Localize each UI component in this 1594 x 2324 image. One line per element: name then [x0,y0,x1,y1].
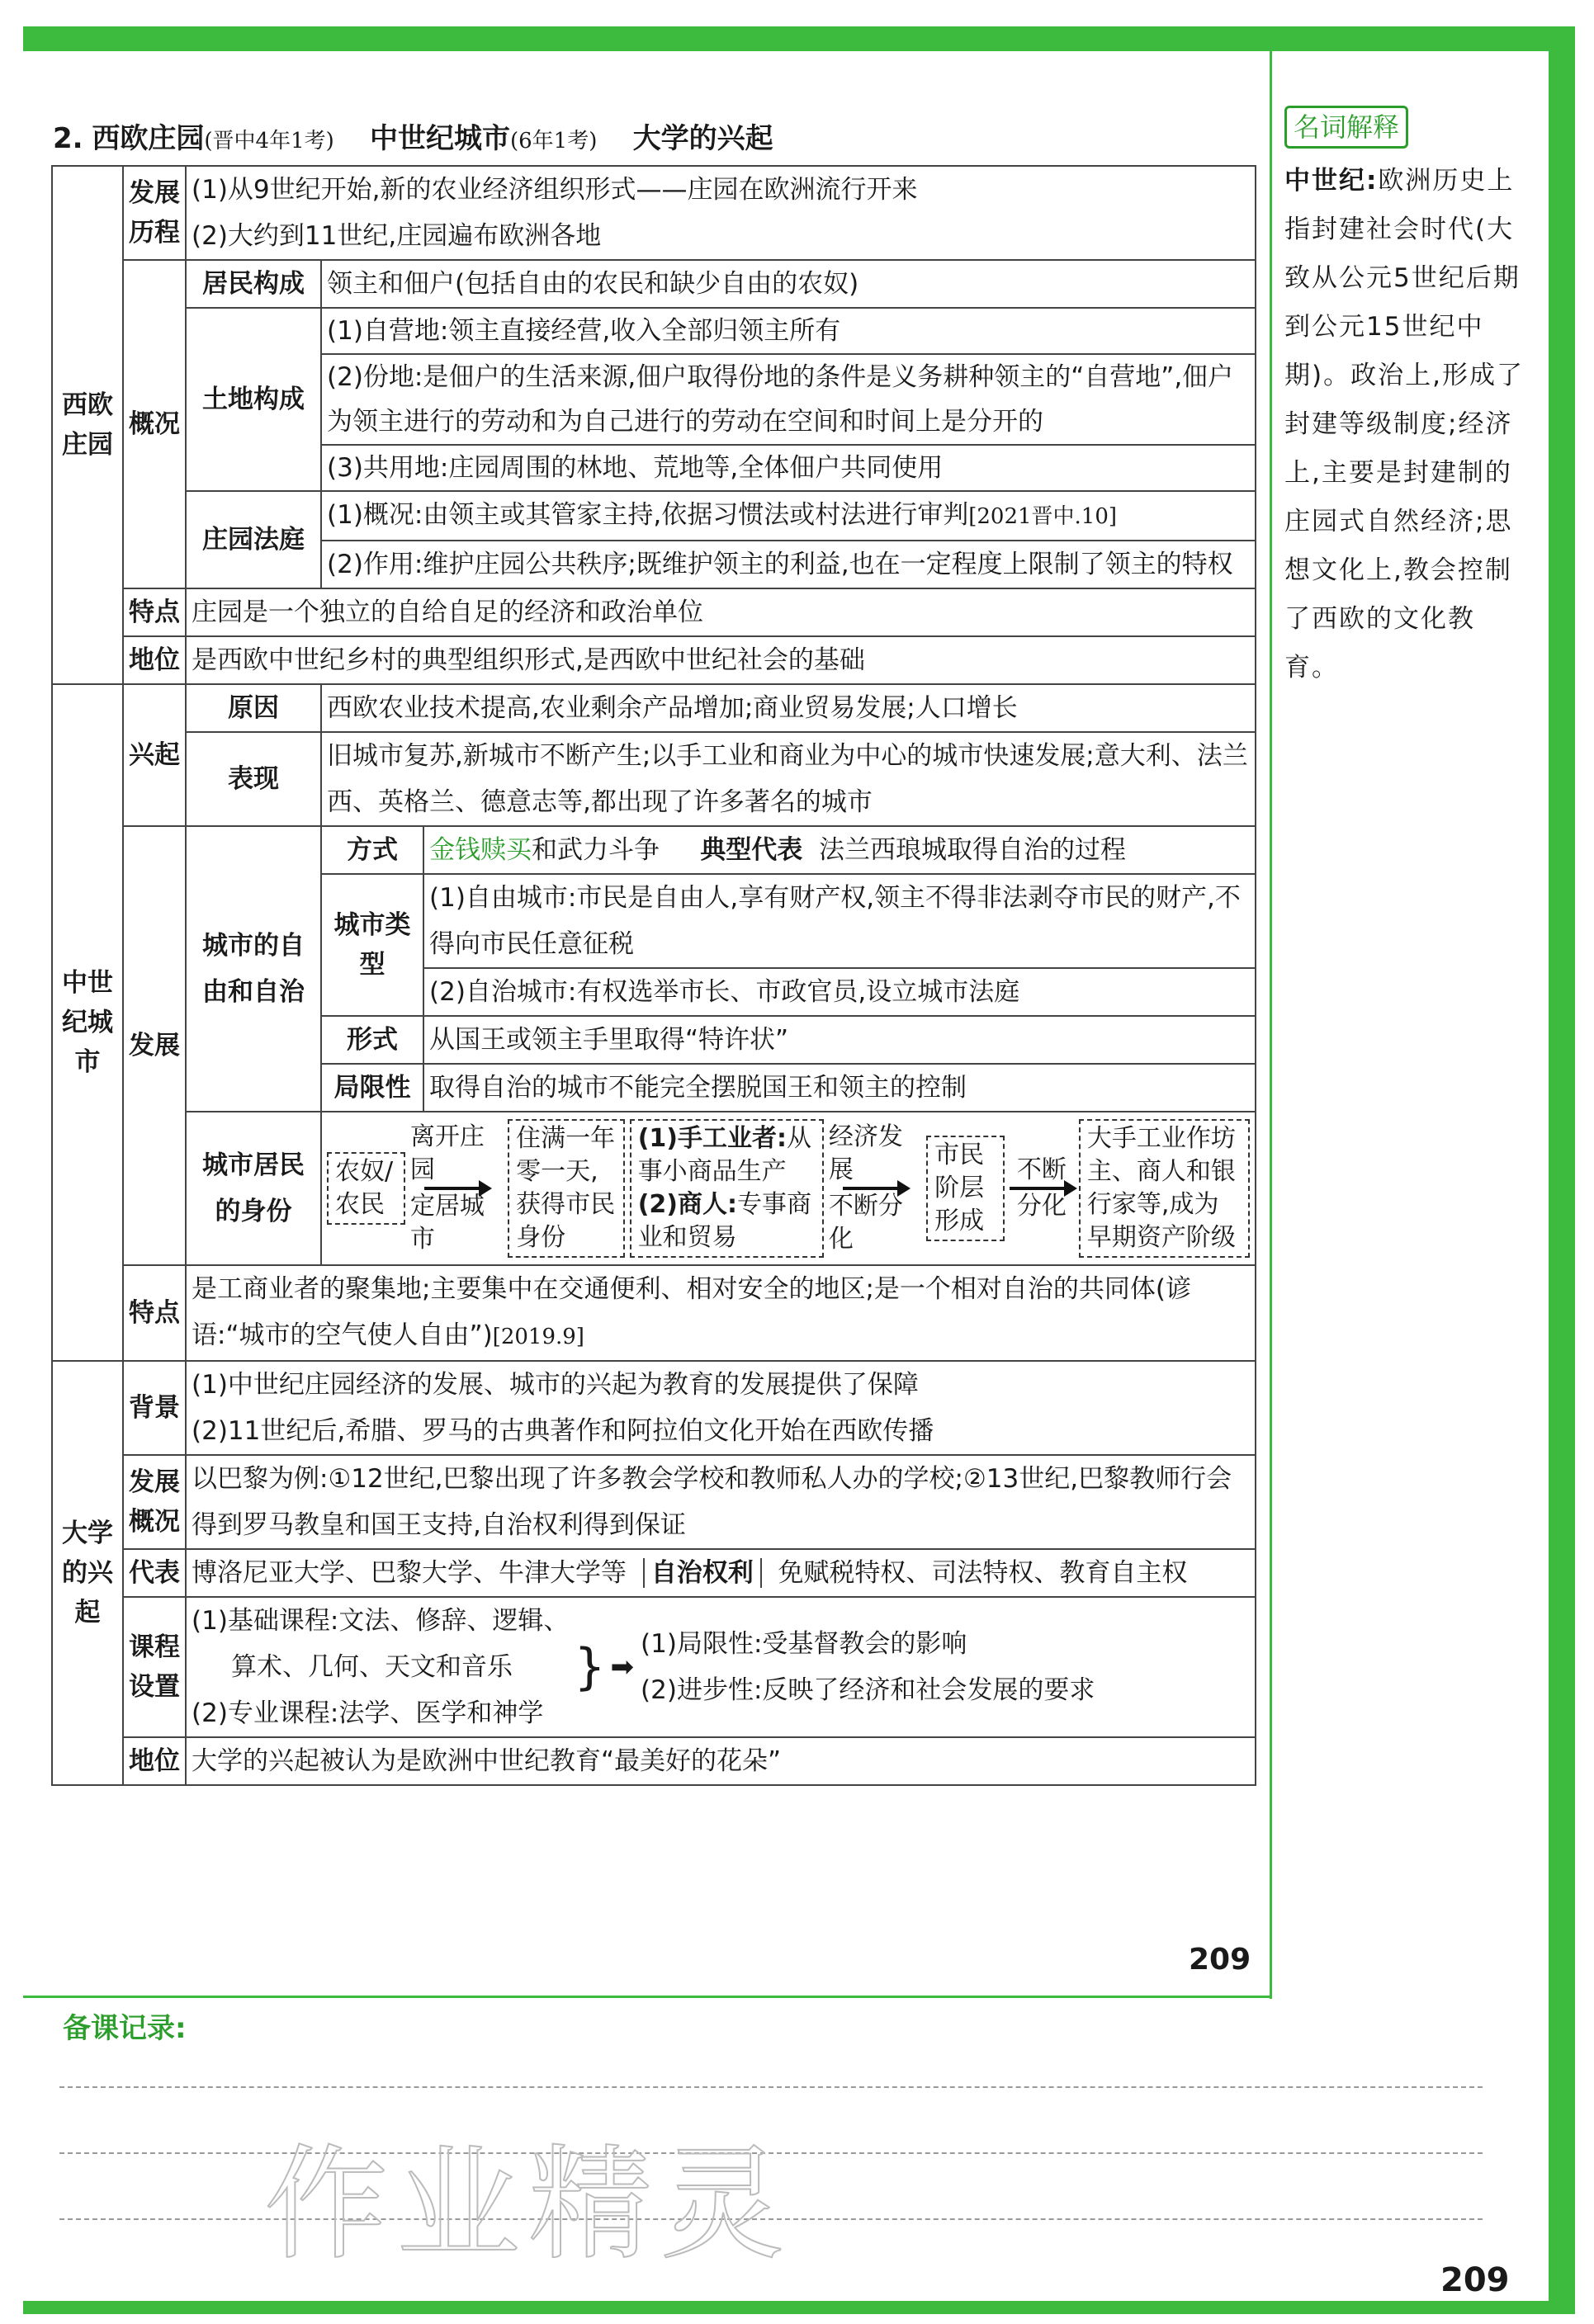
page-number: 209 [1440,2261,1510,2299]
glossary-title: 名词解释 [1284,106,1408,149]
main-table: 西欧庄园 发展历程 (1)从9世纪开始,新的农业经济组织形式——庄园在欧洲流行开来 (2)大约到11世纪,庄园遍布欧洲各地 概况 居民构成 领主和佃户(包括自由的农民和缺少自由的农奴) 土地构成 (1)自营地:领主直接经营,收入全部归领主所有 (2)份地:是佃户的生活来源,佃户取得份地的条件是义务耕种领主的“自营地”,佃户为领主进行的劳动和为自己进行的劳动在空间和时间上是分开的 (3)共用地:庄园周围的林地、荒地等,全体佃户共同使用 庄园法庭 (1)概况:由领主或其管家主持,依据习惯法或村法进行审判[2021晋中.10] (2)作用:维护庄园公共秩序;既维护领主的利益,也在一定程度上限制了领主的特权 特点 庄园是一个独立的自给自足的经济和政治单位 地位 是西欧中世纪乡村的典型组织形式,是西欧中世纪社会的基础 中世纪城市 兴起 原因 西欧农业技术提高,农业剩余产品增加;商业贸易发展;人口增长 表现 旧城市复苏,新城市不断产生;以手工业和商业为中心的城市快速发展;意大利、法兰西、英格兰、德意志等,都出现了许多著名的城市 发展 城市的自由和自治 方式 金钱赎买和武力斗争 典型代表 法兰西琅城取得自治的过程 城市类型 (1)自由城市:市民是自由人,享有财产权,领主不得非法剥夺市民的财产,不得向市民任意征税 (2)自治城市:有权选举市长、市政官员,设立城市法庭 形式 从国王或领主手里取得“特许状” 局限性 取得自治的城市不能完全摆脱国王和领主的控制 城市居民的身份 农奴/农民 离开庄园 定居城市 住满一年零一天,获得市民身份 (1)手工业者:从事小商品生产(2)商人:专事商业和贸易 经济发展 不断分化 市民阶层形成 不断 分化 大手工业作坊主、商人和银行家等,成为早期资产阶级 特点 是工商业者的聚集地;主要集中在交通便利、相对安全的地区;是一个相对自治的共同体(谚语:“城市的空气使人自由”)[2019.9] 大学的兴起 背景 (1)中世纪庄园经济的发展、城市的兴起为教育的发展提供了保障 (2)11世纪后,希腊、罗马的古典著作和阿拉伯文化开始在西欧传播 发展概况 以巴黎为例:①12世纪,巴黎出现了许多教会学校和教师私人办的学校;②13世纪,巴黎教师行会得到罗马教皇和国王支持,自治权利得到保证 代表 博洛尼亚大学、巴黎大学、牛津大学等 自治权利 免赋税特权、司法特权、教育自主权 课程设置 (1)基础课程:文法、修辞、逻辑、 算术、几何、天文和音乐 (2)专业课程:法学、医学和神学 } ➡ (1)局限性:受基督教会的影响 (2)进步性:反映了经济和社会发展的要求 地位 大学的兴起被认为是欧洲中世纪教育“最美好的花朵” [51,165,1256,1786]
watermark: 作业精灵 [264,2133,793,2277]
manor-label: 西欧庄园 [52,166,123,684]
identity-flow: 农奴/农民 离开庄园 定居城市 住满一年零一天,获得市民身份 (1)手工业者:从事小商品生产(2)商人:专事商业和贸易 经济发展 不断分化 市民阶层形成 不断 分化 大手工业作坊主、商人和银行家等,成为早期资产阶级 [327,1112,1250,1264]
glossary-text: 中世纪:欧洲历史上指封建社会时代(大致从公元5世纪后期到公元15世纪中期)。政治上,形成了封建等级制度;经济上,主要是封建制的庄园式自然经济;思想文化上,教会控制了西欧的文化教育。 [1284,166,1524,683]
page-number-inner: 209 [1189,1943,1251,1977]
section-heading: 2. 西欧庄园(晋中4年1考) 中世纪城市(6年1考) 大学的兴起 [53,122,773,155]
top-green-bar [23,26,1575,51]
notes-divider [23,1996,1271,1998]
bottom-green-bar [23,2301,1575,2314]
right-green-bar [1549,26,1575,2312]
note-line-1[interactable] [59,2086,1483,2088]
prep-notes-label: 备课记录: [63,2012,187,2045]
sidebar-divider [1270,51,1272,1999]
